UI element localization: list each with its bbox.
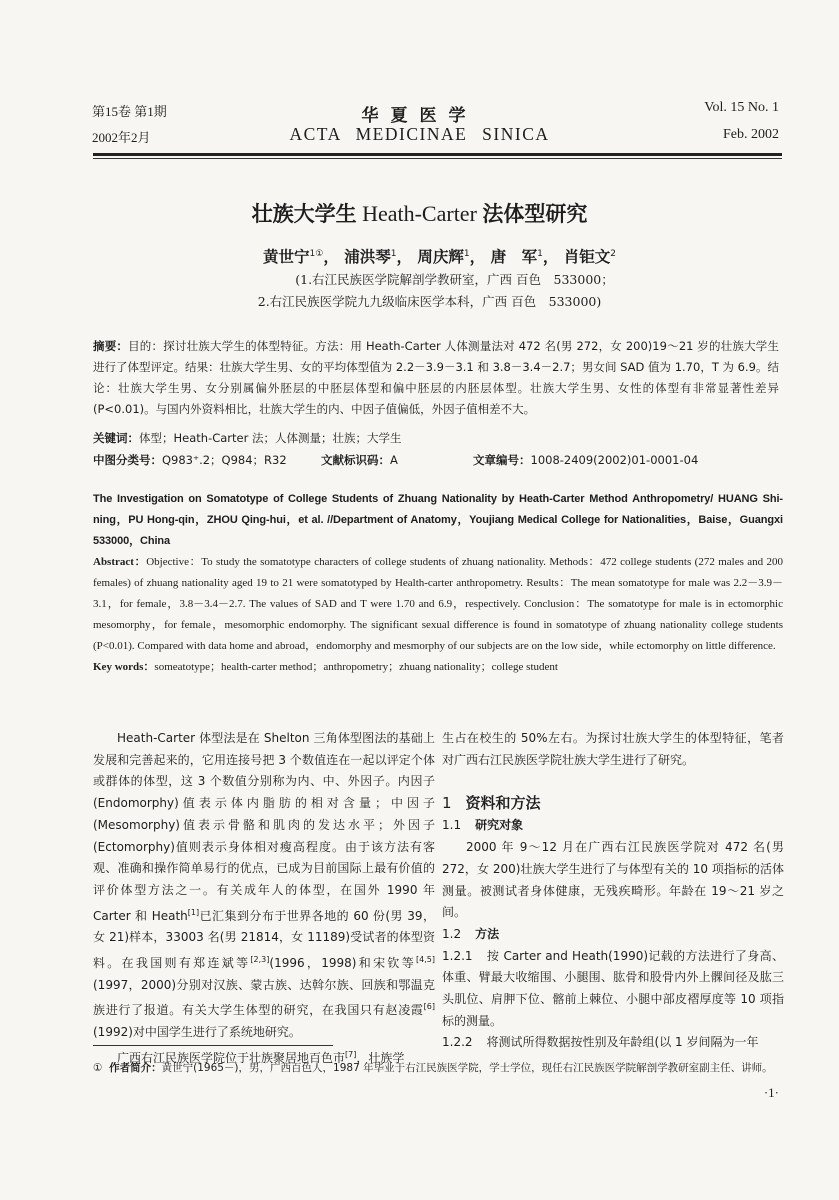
author-footnote: ① 作者简介：黄世宁(1965－)，男，广西百色人，1987 年毕业于右江民族医学院，学士学位，现任右江民族医学院解剖学教研室副主任、讲师。 (93, 1062, 773, 1074)
journal-title-cn: 华夏医学 (361, 106, 478, 126)
english-keywords: Key words：someatotype；health-carter method；anthropometry；zhuang nationality；college student (93, 661, 558, 673)
page-number: ·1· (763, 1085, 779, 1100)
header-rule-thin (93, 158, 782, 159)
affiliation-2: 2.右江民族医学院九九级临床医学本科，广西 百色 533000) (257, 294, 602, 309)
section-heading-1-2: 1.2 方法 (442, 926, 500, 941)
volume-issue-cn: 第15卷 第1期 (92, 104, 167, 119)
affiliation-1: (1.右江民族医学院解剖学教研室，广西 百色 533000； (295, 272, 614, 287)
clc-number: 中图分类号：Q983⁺.2；Q984；R32 (93, 453, 287, 467)
volume-issue-en: Vol. 15 No. 1 (704, 100, 779, 115)
body-left-column (93, 728, 435, 1070)
section-heading-1: 1 资料和方法 (442, 794, 541, 813)
title-cn-prefix: 壮族大学生 (251, 202, 357, 226)
author: 周庆辉$^1$， (417, 248, 486, 266)
date-cn: 2002年2月 (92, 130, 151, 145)
keywords-cn (93, 430, 402, 446)
english-title-line: The Investigation on Somatotype of College Students of Zhuang Nationality by Heath-Carter Method Anthropometry/ HUANG Shi-ning，PU Hong-qin，ZHOU Qing-hui，et al. //Department of Anatomy，Youjiang Medical College for Nationalities，Baise，Guangxi 533000，China (93, 493, 783, 547)
intro-paragraph-1: Heath-Carter 体型法是在 Shelton 三角体型图法的基础上发展和完善起来的，它用连接号把 3 个数值连在一起以评定个体或群体的体型，这 3 个数值分别称为内、中、外因子。内因子(Endomorphy)值表示体内脂肪的相对含量；中因子(Mesomorphy)值表示骨骼和肌肉的发达水平；外因子(Ectomorphy)值则表示身体相对瘦高程度。由于该方法有客观、准确和操作简单易行的优点，已成为目前国际上最有价值的评价体型方法之一。有关成年人的体型，在国外 1990 年 Carter 和 Heath[1]已汇集到分布于世界各地的 60 份(男 39，女 21)样本，33003 名(男 21814，女 11189)受试者的体型资料。在我国则有郑连斌等[2,3](1996，1998)和宋钦等[4,5](1997，2000)分别对汉族、蒙古族、达斡尔族、回族和鄂温克族进行了报道。有关大学生体型的研究，在我国只有赵凌霞[6](1992)对中国学生进行了系统地研究。 (93, 731, 436, 1040)
subjects-paragraph: 2000 年 9～12 月在广西右江民族医学院对 472 名(男 272，女 200)壮族大学生进行了与体型有关的 10 项指标的活体测量。被测试者身体健康，无残疾畸形。年龄在 19～21 岁之间。 (442, 840, 784, 920)
journal-title-en: ACTA MEDICINAE SINICA (289, 124, 550, 144)
method-1-2-1: 1.2.1 按 Carter and Heath(1990)记载的方法进行了身高、体重、臂最大收缩围、小腿围、肱骨和股骨内外上髁间径及肱三头肌位、肩胛下位、髂前上棘位、小腿中部皮褶厚度等 10 项指标的测量。 (442, 948, 784, 1028)
english-abstract-block (93, 489, 783, 678)
footnote-rule (93, 1045, 333, 1046)
section-heading-1-1: 1.1 研究对象 (442, 818, 524, 833)
author: 肖钜文$^2$ (563, 248, 616, 266)
classification-line (93, 452, 783, 468)
author: 浦洪琴$^1$， (344, 248, 412, 266)
method-1-2-2: 1.2.2 将测试所得数据按性别及年龄组(以 1 岁间隔为一年 (442, 1035, 759, 1050)
title-cn-suffix: 法体型研究 (482, 202, 588, 226)
body-right-column (442, 728, 784, 1054)
abstract-cn-label: 摘要： (93, 339, 129, 353)
author-list (0, 245, 839, 267)
english-abstract: Abstract：Objective：To study the somatotype characters of college students of zhuang nationality. Methods：472 college students (272 males and 200 females) of zhuang nationality aged 19 to 21 were somatotyped by Health-carter anthropometry. Results：The mean somatotype for male was 2.2－3.9－3.1，for female，3.8－3.4－2.7. The values of SAD and T were 1.70 and 6.9，respectively. Conclusion：The somatotype for male is in ectomorphic mesomorphy，for female，mesomorphic endomorphy. The significant sexual difference is found in somatotype of zhuang nationality college students (P<0.01). Compared with data home and abroad，endomorphy and mesmorphy of our subjects are on the low side，while ectomorphy on little difference. (93, 556, 784, 652)
intro-paragraph-2: 广西右江民族医学院位于壮族聚居地百色市[7]，壮族学 (117, 1049, 405, 1065)
article-title (0, 198, 839, 228)
header-rule-thick (93, 153, 782, 156)
author: 唐 军$^1$， (490, 248, 559, 266)
author: 黄世宁$^{1①}$， (263, 248, 339, 266)
date-en: Feb. 2002 (723, 127, 779, 142)
keywords-cn-text: 体型；Heath-Carter 法；人体测量；壮族；大学生 (139, 431, 402, 445)
article-number: 文章编号：1008-2409(2002)01-0001-04 (473, 453, 699, 467)
abstract-cn-text: 目的：探讨壮族大学生的体型特征。方法：用 Heath-Carter 人体测量法对 472 名(男 272，女 200)19～21 岁的壮族大学生进行了体型评定。结果：壮族大学生男、女的平均体型值为 2.2－3.9－3.1 和 3.8－3.4－2.7；男女间 SAD 值为 1.70，T 为 6.9。结论：壮族大学生男、女分别属偏外胚层的中胚层体型和偏中胚层的内胚层体型。壮族大学生男、女性的体型有非常显著性差异(P<0.01)。与国内外资料相比，壮族大学生的内、中因子值偏低，外因子值相差不大。 (93, 339, 780, 416)
abstract-cn (93, 336, 779, 420)
intro-paragraph-continued: 生占在校生的 50%左右。为探讨壮族大学生的体型特征，笔者对广西右江民族医学院壮族大学生进行了研究。 (442, 731, 784, 767)
title-en-mid: Heath-Carter (356, 201, 483, 226)
keywords-cn-label: 关键词： (93, 431, 139, 445)
document-code: 文献标识码：A (321, 453, 398, 467)
